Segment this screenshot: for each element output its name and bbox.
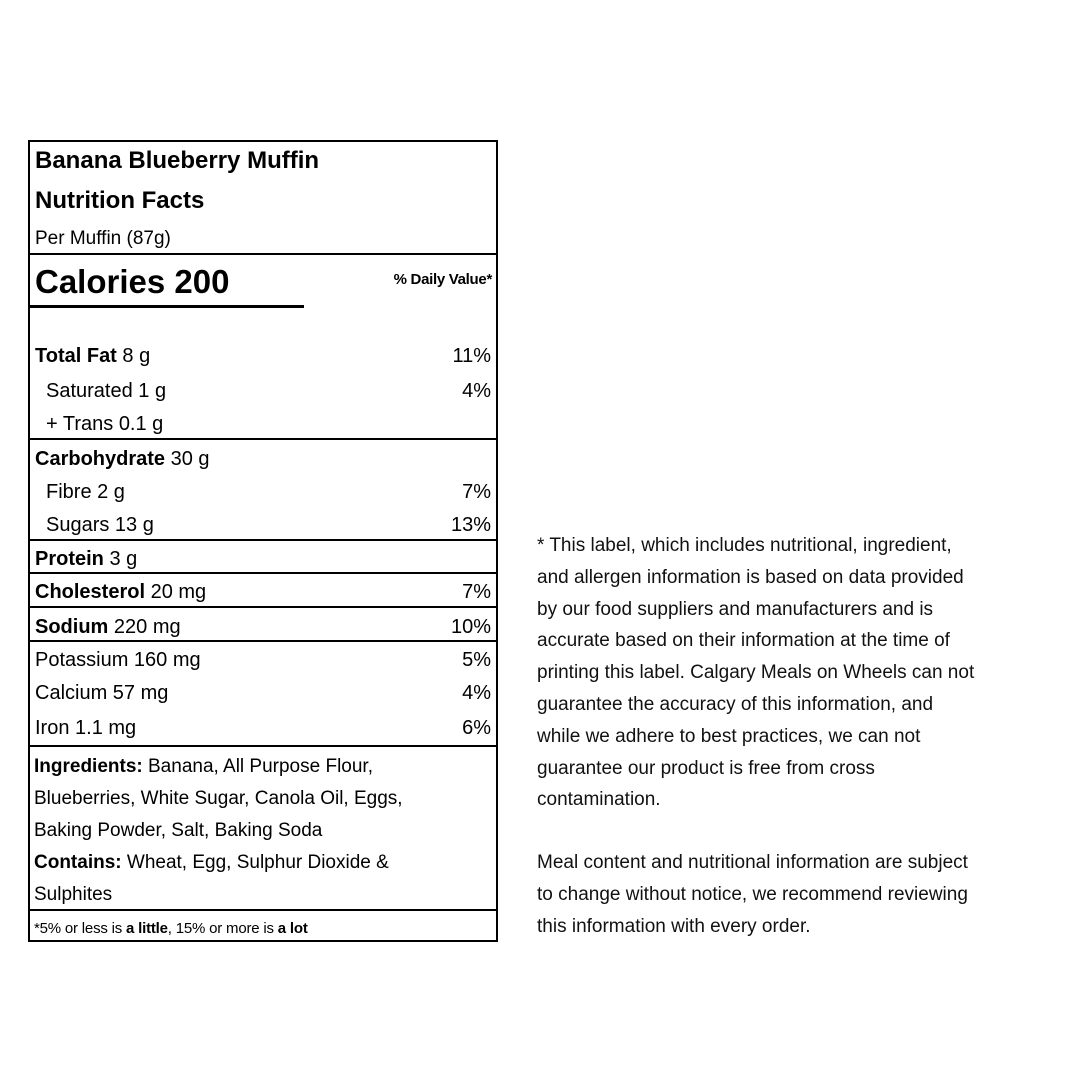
trans-row: + Trans 0.1 g [46,413,164,435]
nutrient-amount: 20 mg [145,581,207,603]
nutrient-amount: 30 g [165,448,210,470]
disclaimer-line: * This label, which includes nutritional, ingredient, [537,535,952,556]
disclaimer-line: and allergen information is based on data provided [537,566,964,588]
nutrient-name: Sodium [35,616,109,638]
fibre-dv: 7% [462,481,491,503]
total-fat-dv: 11% [452,345,491,367]
total-fat-row [35,343,491,369]
divider [30,606,496,608]
divider [30,572,496,574]
calcium-row: Calcium 57 mg [35,682,169,704]
nutrient-amount: 8 g [116,345,151,367]
nutrient-amount: 3 g [103,548,138,570]
saturated-dv: 4% [462,380,491,402]
contains-line: Sulphites [34,884,113,905]
contains-label: Contains: [34,852,122,873]
divider [30,253,496,255]
disclaimer-line: by our food suppliers and manufacturers and is [537,598,934,620]
ingredients-label: Ingredients: [34,756,143,777]
disclaimer-line: guarantee the accuracy of this information, and [537,693,934,715]
nutrient-name: Cholesterol [35,581,146,603]
disclaimer-paragraph-2 [537,847,1057,942]
disclaimer-line: Meal content and nutritional information are subject [537,852,968,873]
calcium-dv: 4% [462,682,491,704]
footnote-bold: a little [126,920,168,937]
calories: Calories 200 [35,263,230,300]
contains-text: Wheat, Egg, Sulphur Dioxide & [121,852,389,873]
disclaimer-line: guarantee our product is free from cross [537,757,875,779]
divider [30,438,496,440]
nutrient-name: Carbohydrate [35,448,166,470]
ingredients-line: Baking Powder, Salt, Baking Soda [34,820,323,841]
nutrient-name: Total Fat [35,345,117,367]
divider [30,640,496,642]
disclaimer-paragraph-1 [537,530,1057,816]
divider [30,909,496,911]
contains-line [34,847,492,879]
disclaimer-line: accurate based on their information at the time of [537,630,950,652]
fibre-row: Fibre 2 g [46,481,125,503]
cholesterol-row [35,579,491,605]
disclaimer-line: contamination. [537,789,661,811]
footnote-text: , 15% or more is [167,920,278,937]
ingredients-line: Blueberries, White Sugar, Canola Oil, Eggs, [34,788,403,809]
daily-value-header: % Daily Value* [393,271,492,288]
potassium-dv: 5% [462,649,491,671]
carbohydrate-row [35,446,491,472]
disclaimer-line: printing this label. Calgary Meals on Wheels can not [537,662,975,684]
sugars-row: Sugars 13 g [46,514,154,536]
nutrient-name: Protein [35,548,104,570]
ingredients-line [34,751,492,783]
product-name: Banana Blueberry Muffin [35,147,320,174]
potassium-row: Potassium 160 mg [35,649,201,671]
iron-row: Iron 1.1 mg [35,717,137,739]
disclaimer-line: to change without notice, we recommend reviewing [537,883,968,905]
nutrition-label [28,140,498,942]
divider [30,539,496,541]
sodium-dv: 10% [450,616,491,638]
disclaimer-line: while we adhere to best practices, we can not [537,725,921,747]
footnote-text: *5% or less is [34,920,127,937]
footnote [34,920,308,937]
divider [30,745,496,747]
sodium-row [35,614,491,640]
sugars-dv: 13% [450,514,491,536]
serving-size: Per Muffin (87g) [35,228,171,249]
calories-rule [30,305,304,308]
disclaimer-line: this information with every order. [537,915,811,937]
ingredients-text: Banana, All Purpose Flour, [142,756,373,777]
protein-row [35,546,491,572]
cholesterol-dv: 7% [462,581,491,603]
iron-dv: 6% [462,717,491,739]
saturated-row: Saturated 1 g [46,380,167,402]
footnote-bold: a lot [277,920,308,937]
nutrient-amount: 220 mg [108,616,181,638]
nutrition-facts-heading: Nutrition Facts [35,187,205,214]
